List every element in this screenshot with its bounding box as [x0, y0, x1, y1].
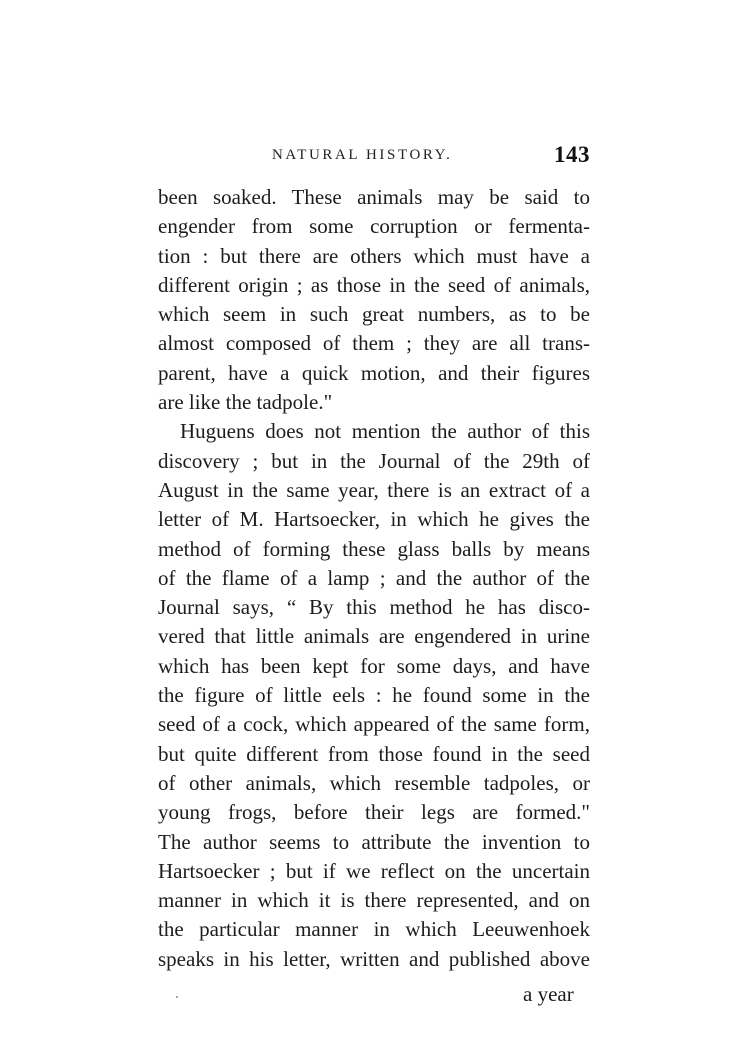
body-text — [158, 183, 590, 974]
text-line: vered that little animals are engendered in urine — [158, 624, 590, 649]
text-line: August in the same year, there is an extract of a — [158, 477, 590, 502]
text-line: of the flame of a lamp ; and the author of the — [158, 565, 590, 590]
text-line: young frogs, before their legs are formed." — [158, 800, 590, 825]
text-line: are like the tadpole." — [158, 390, 333, 415]
text-line: Hartsoecker ; but if we reflect on the uncertain — [158, 858, 590, 883]
text-line: Journal says, “ By this method he has disco- — [158, 595, 590, 620]
text-line: The author seems to attribute the invention to — [158, 829, 590, 854]
text-line: been soaked. These animals may be said to — [158, 185, 590, 209]
text-line: method of forming these glass balls by means — [158, 536, 590, 561]
catchword: a year — [523, 982, 574, 1006]
text-line: speaks in his letter, written and published above — [158, 946, 590, 971]
text-line: the particular manner in which Leeuwenhoek — [158, 917, 590, 942]
text-line: tion : but there are others which must have a — [158, 243, 590, 268]
text-line: almost composed of them ; they are all trans- — [158, 331, 590, 356]
text-line: which seem in such great numbers, as to be — [158, 302, 590, 327]
text-line: engender from some corruption or fermenta- — [158, 214, 590, 239]
text-line: manner in which it is there represented, and on — [158, 888, 590, 913]
text-line: of other animals, which resemble tadpoles, or — [158, 770, 590, 795]
page-number: 143 — [554, 142, 590, 167]
text-line: seed of a cock, which appeared of the same form, — [158, 712, 590, 737]
text-line: discovery ; but in the Journal of the 29th of — [158, 448, 590, 473]
text-line: Huguens does not mention the author of this — [180, 419, 590, 444]
ink-speck — [176, 996, 178, 998]
text-line: parent, have a quick motion, and their figures — [158, 360, 590, 385]
text-line: which has been kept for some days, and have — [158, 653, 590, 678]
text-line: different origin ; as those in the seed of animals, — [158, 272, 590, 297]
text-line: but quite different from those found in the seed — [158, 741, 590, 766]
text-line: the figure of little eels : he found some in the — [158, 683, 590, 708]
running-head — [272, 142, 602, 175]
text-line: letter of M. Hartsoecker, in which he gives the — [158, 507, 590, 532]
running-title: NATURAL HISTORY. — [272, 147, 453, 163]
